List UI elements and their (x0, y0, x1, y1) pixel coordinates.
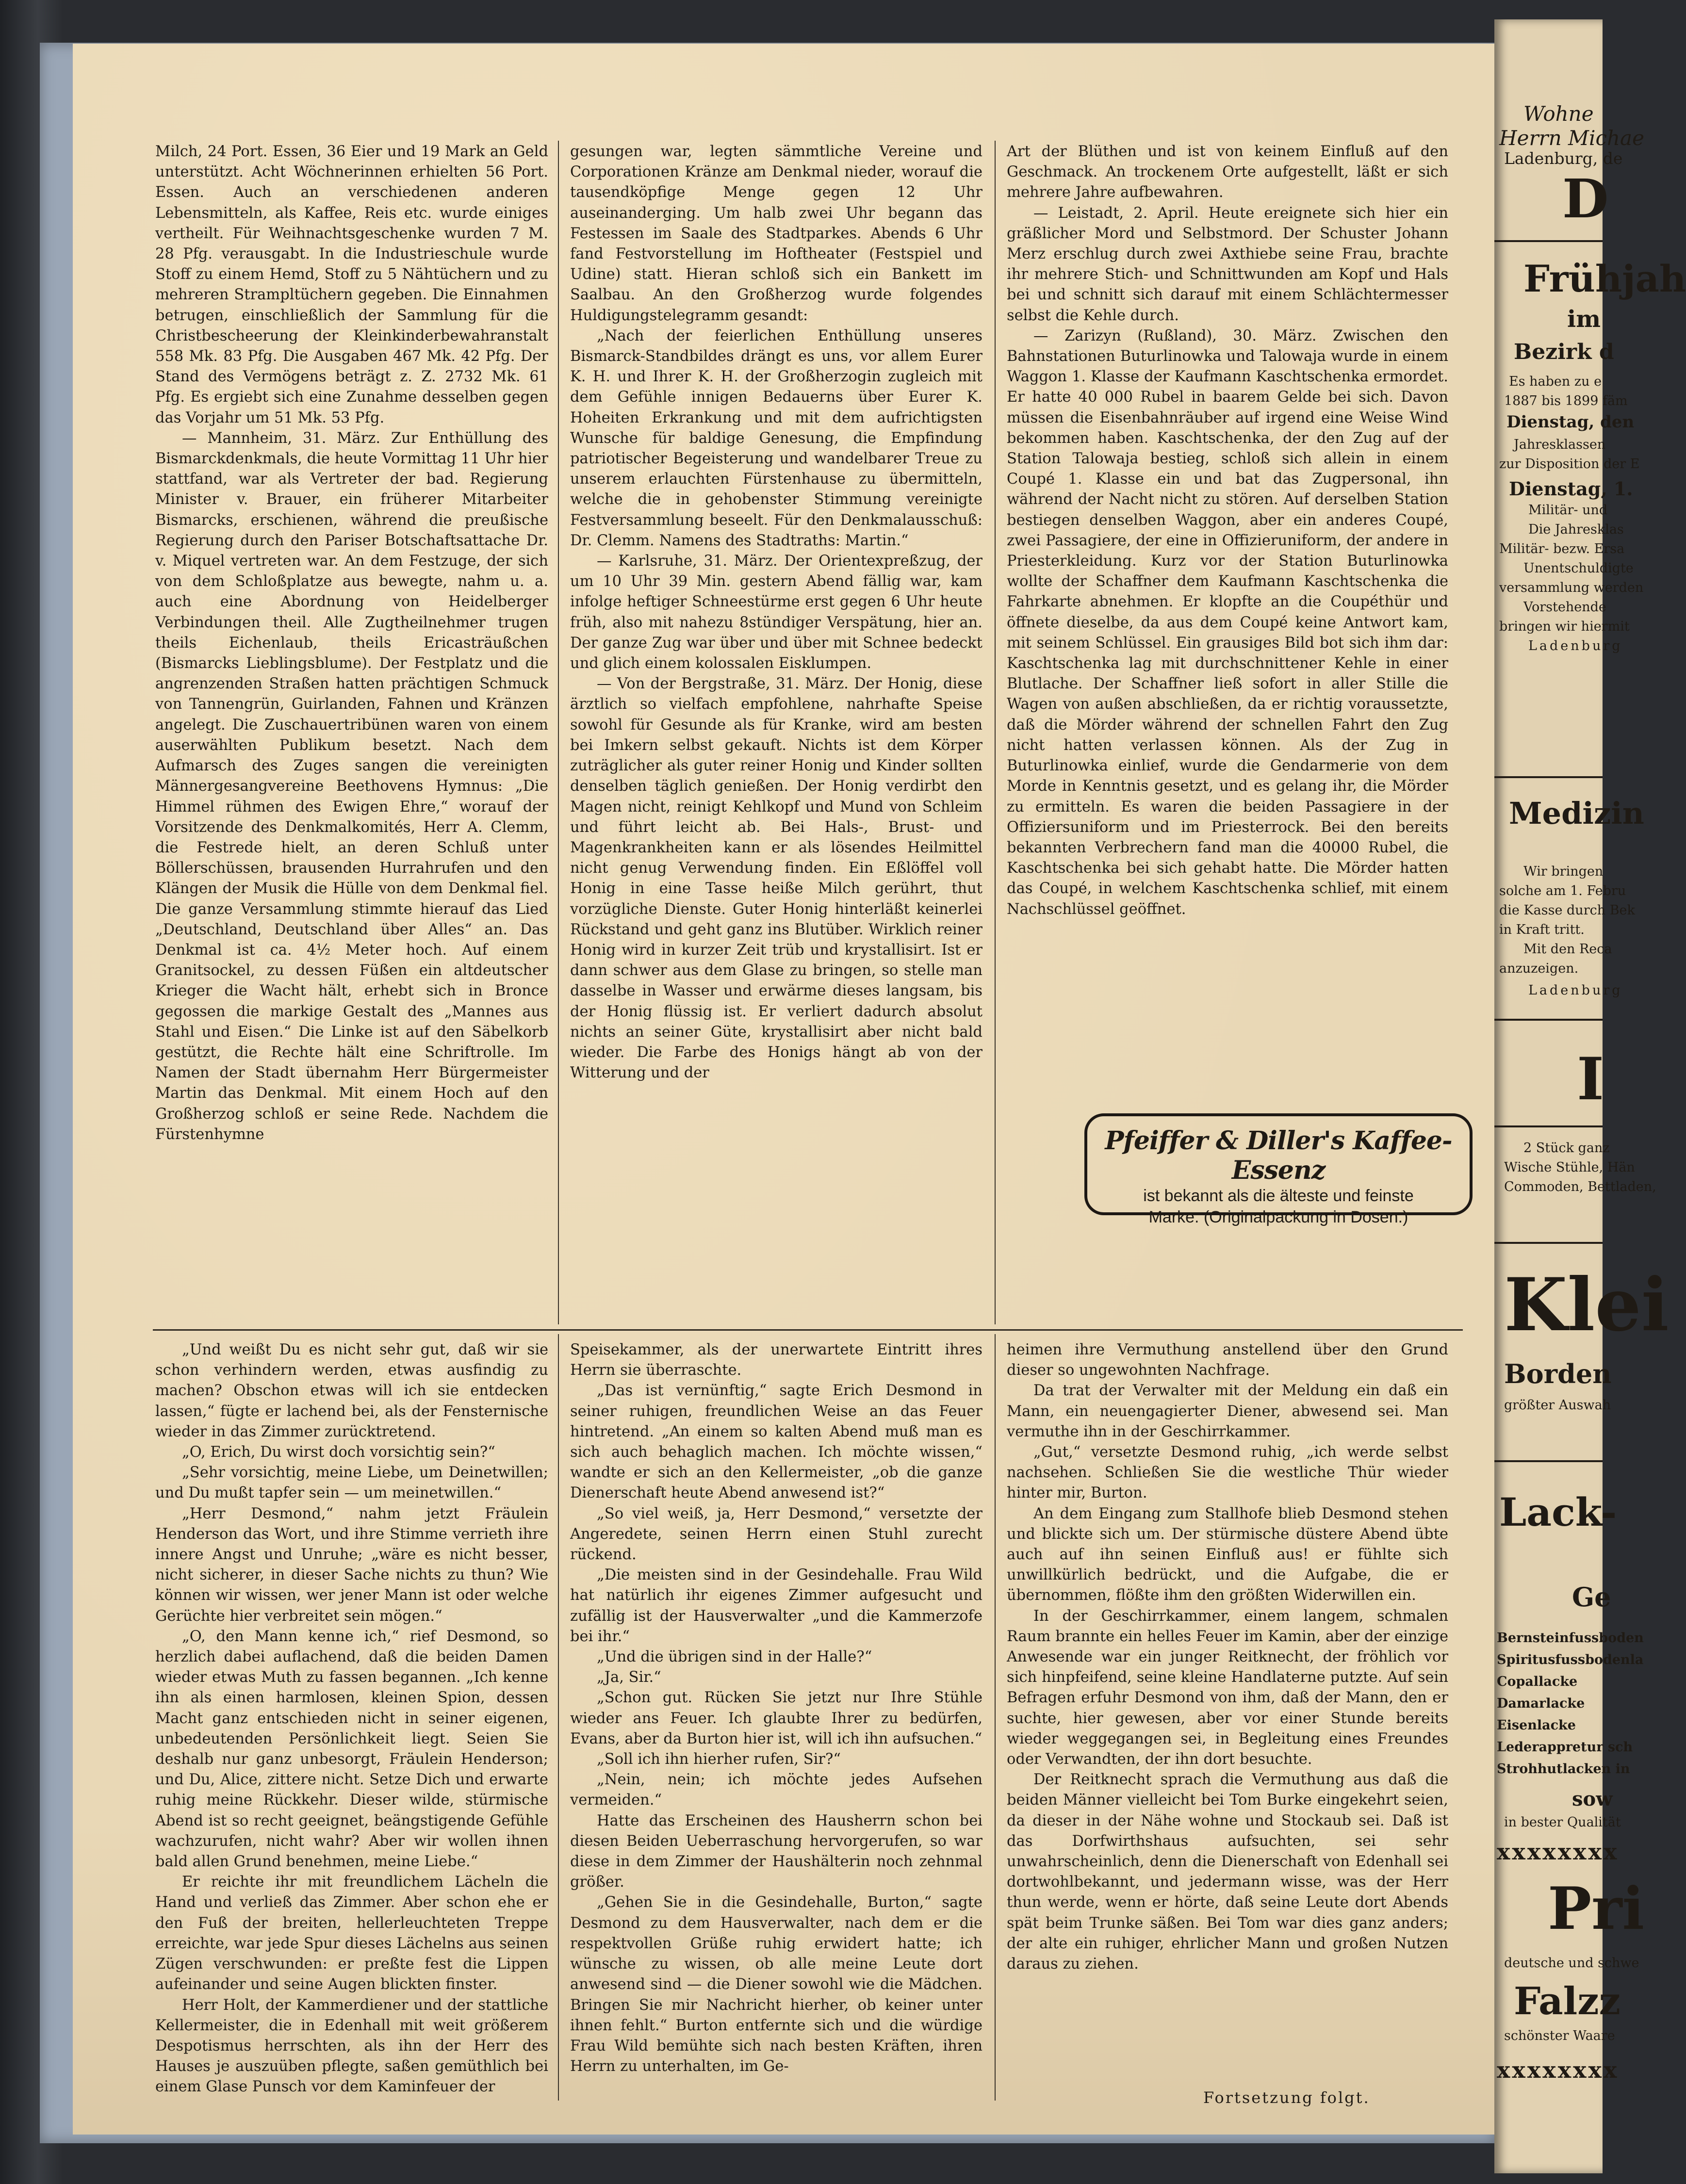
novel-paragraph: „Und die übrigen sind in der Halle?“ (597, 1648, 872, 1666)
novel-paragraph: heimen ihre Vermuthung anstellend über den Grund dieser so ungewohnten Nachfrage. (1007, 1341, 1448, 1379)
ad-fragment: 2 Stück ganz (1523, 1141, 1610, 1156)
ad-fragment: Medizin (1509, 796, 1644, 831)
ad-fragment: Falzz (1514, 1979, 1621, 2023)
ad-fragment: größter Auswah (1504, 1398, 1611, 1413)
ad-divider (1494, 1125, 1603, 1127)
article-paragraph: Milch, 24 Port. Essen, 36 Eier und 19 Mark an Geld unterstützt. Acht Wöchnerinnen erhielten 56 Port. Essen. Auch an verschiedenen anderen Lebensmitteln, als Kaffee, Reis etc. wurde einiges vertheilt. Für Weihnachtsgeschenke wurden 7 M. 28 Pfg. verausgabt. In die Industrieschule wurde Stoff zu einem Hemd, Stoff zu 5 Nähtüchern und zu mehreren Strampltüchern gegeben. Die Einnahmen betrugen, einschließlich der Sammlung für die Christbescheerung der Kleinkinderbewahranstalt 558 Mk. 83 Pfg. Die Ausgaben 467 Mk. 42 Pfg. Der Stand des Vermögens beträgt z. Z. 2732 Mk. 61 Pfg. Es ergiebt sich eine Zunahme desselben gegen das Vorjahr um 51 Mk. 53 Pfg. (155, 143, 548, 426)
ad-divider (1494, 1019, 1603, 1021)
ad-fragment: Klei (1504, 1262, 1669, 1348)
ad-fragment: Dienstag, den (1506, 412, 1635, 432)
novel-paragraph: „Soll ich ihn hierher rufen, Sir?“ (597, 1751, 841, 1768)
ad-fragment: Bernsteinfussboden (1497, 1630, 1644, 1646)
ad-fragment: Frühjah (1523, 257, 1686, 300)
article-paragraph: gesungen war, legten sämmtliche Vereine und Corporationen Kränze am Denkmal nieder, worauf die tausendköpfige Menge gegen 12 Uhr auseinanderging. Um halb zwei Uhr begann das Festessen im Saale des Stadtparkes. Abends 6 Uhr fand Festvorstellung im Hoftheater (Festspiel und Udine) statt. Hieran schloß sich ein Bankett im Saalbau. An den Großherzog wurde folgendes Huldigungstelegramm gesandt: (570, 143, 982, 324)
ad-fragment: Bezirk d (1514, 340, 1614, 364)
ad-fragment: Lederappretur sch (1497, 1740, 1633, 1755)
ad-fragment: Militär- bezw. Ersa (1499, 541, 1625, 556)
advertisement-text: ist bekannt als die älteste und feinste (1143, 1187, 1414, 1205)
middle-column-top (570, 142, 982, 1083)
ad-fragment: Dienstag, 1. (1509, 478, 1633, 500)
ad-fragment: D (1562, 167, 1609, 230)
ad-fragment: solche am 1. Febru (1499, 883, 1626, 898)
column-divider (558, 141, 559, 1324)
ad-fragment: I (1577, 1045, 1604, 1113)
ad-fragment: Militär- und (1528, 503, 1608, 518)
novel-paragraph: Herr Holt, der Kammerdiener und der stattliche Kellermeister, die in Edenhall mit weit größerem Despotismus herrschten, als ihn der Herr des Hauses je auszuüben pflegte, saßen gemüthlich bei einem Glase Punsch vor dem Kaminfeuer der (155, 1996, 548, 2096)
ad-divider (1494, 776, 1603, 778)
ad-fragment: Mit den Reca (1523, 942, 1612, 957)
article-paragraph: — Zarizyn (Rußland), 30. März. Zwischen den Bahnstationen Buturlinowka und Talowaja wurde in einem Waggon 1. Klasse der Kaufmann Kaschtschenka ermordet. Er hatte 40 000 Rubel in baarem Gelde bei sich. Davon müssen die Eisenbahnräuber auf irgend eine Weise Wind bekommen haben. Kaschtschenka, der den Zug auf der Station Talowaja bestieg, schloß sich allein in einem Coupé 1. Klasse ein und bat das Zugpersonal, ihn während der Nacht nicht zu stören. Auf derselben Station bestiegen denselben Waggon, aber ein anderes Coupé, zwei Passagiere, der eine in Offizieruniform, der andere in Priesterkleidung. Kurz vor der Station Buturlinowka wollte der Schaffner dem Kaufmann Kaschtschenka die Fahrkarte abnehmen. Er klopfte an die Coupéthür und öffnete dieselbe, da aus dem Coupé keine Antwort kam, mit seinem Schlüssel. Ein grausiges Bild bot sich ihm dar: Kaschtschenka lag mit durchschnittener Kehle in einer Blutlache. Der Schaffner ließ sofort in aller Stille die Wagen von außen abschließen, da er richtig voraussetzte, daß die Mörder während der schnellen Fahrt den Zug nicht hatten verlassen können. Als der Zug in Buturlinowka einlief, wurde die Gendarmerie von dem Morde in Kenntnis gesetzt, und es gelang ihr, die Mörder zu ermitteln. Es waren die beiden Passagiere in der Offiziersuniform und im Priesterrock. Bei den bereits bekannten Verbrechern fand man die 40000 Rubel, die Kaschtschenka bei sich gehabt hatte. Die Mörder hatten das Coupé, in welchem Kaschtschenka schlief, mit einem Nachschlüssel geöffnet. (1007, 327, 1448, 918)
novel-paragraph: Der Reitknecht sprach die Vermuthung aus daß die beiden Männer vielleicht bei Tom Burke eingekehrt seien, da dieser in der Nähe wohne und Stockaub sei. Daß ist das Dorfwirthshaus aufsuchten, sei sehr unwahrscheinlich, denn die Dienerschaft von Edenhall sei dortwohlbekannt, und jedermann wisse, was der Herr thun werde, wenn er hörte, daß seine Leute dort Abends spät beim Trunke säßen. Bei Tom war dies ganz anders; der alte ein ruhiger, ehrlicher Mann und großen Nutzen daraus zu ziehen. (1007, 1771, 1448, 1973)
article-paragraph: — Leistadt, 2. April. Heute ereignete sich hier ein gräßlicher Mord und Selbstmord. Der Schuster Johann Merz erschlug durch zwei Axthiebe seine Frau, brachte ihr mehrere Stich- und Schnittwunden am Kopf und Hals bei und schnitt sich darauf mit einem Schlächtermesser selbst die Kehle durch. (1007, 204, 1448, 324)
column-divider (995, 1334, 996, 2101)
ad-fragment: deutsche und schwe (1504, 1956, 1639, 1971)
ad-fragment: Ladenburg (1528, 638, 1623, 653)
ad-fragment: Herrn Michae (1499, 126, 1644, 150)
ad-fragment: Lack- (1499, 1489, 1617, 1535)
ad-fragment: Es haben zu e (1509, 374, 1602, 389)
left-column-top (155, 142, 548, 1145)
article-paragraph: „Nach der feierlichen Enthüllung unseres Bismarck-Standbildes drängt es uns, vor allem Eurer K. H. und Ihrer K. H. der Großherzogin zugleich mit dem Gefühle innigen Bedauerns über Eurer K. Hoheiten Erkrankung und mit dem aufrichtigsten Wunsche für baldige Genesung, die Empfindung patriotischer Begeisterung und wandelbarer Treue zu unserem erlauchten Fürstenhause zu übermitteln, welche die in gehobenster Stimmung vereinigte Festversammlung beseelt. Für den Denkmalausschuß: Dr. Clemm. Namens des Stadtraths: Martin.“ (570, 327, 982, 549)
novel-paragraph: „So viel weiß, ja, Herr Desmond,“ versetzte der Angeredete, seinen Herrn einen Stuhl zurecht rückend. (570, 1505, 982, 1564)
novel-paragraph: „Sehr vorsichtig, meine Liebe, um Deinetwillen; und Du mußt tapfer sein — um meinetwillen.“ (155, 1464, 548, 1502)
advertisement-text: Marke. (Originalpackung in Dosen.) (1148, 1208, 1408, 1226)
novel-paragraph: „Schon gut. Rücken Sie jetzt nur Ihre Stühle wieder ans Feuer. Ich glaubte Ihrer zu bedürfen, Evans, aber da Burton hier ist, will ich ihn aufsuchen.“ (570, 1689, 982, 1747)
ad-fragment: Spiritusfussbodenla (1497, 1652, 1644, 1667)
ad-fragment: Copallacke (1497, 1674, 1578, 1689)
novel-paragraph: An dem Eingang zum Stallhofe blieb Desmond stehen und blickte sich um. Der stürmische düstere Abend übte auch auf ihn seinen Einfluß aus! er fühlte sich unwillkürlich bedrückt, und die Aufgabe, die er übernommen, flößte ihm den größten Widerwillen ein. (1007, 1505, 1448, 1604)
ad-fragment: Strohhutlacken in (1497, 1761, 1630, 1777)
ad-fragment: in Kraft tritt. (1499, 922, 1585, 937)
article-paragraph: Art der Blüthen und ist von keinem Einfluß auf den Geschmack. An trockenem Orte aufgestellt, läßt er sich mehrere Jahre aufbewahren. (1007, 143, 1448, 201)
ad-fragment: im (1567, 306, 1601, 333)
right-column-bottom (1007, 1340, 1448, 1974)
ad-divider (1494, 1460, 1603, 1462)
ad-fragment: sow (1572, 1788, 1613, 1810)
novel-paragraph: Speisekammer, als der unerwartete Eintritt ihres Herrn sie überraschte. (570, 1341, 982, 1379)
ad-fragment: Ladenburg (1528, 983, 1623, 998)
ad-fragment: anzuzeigen. (1499, 961, 1579, 976)
novel-paragraph: „Die meisten sind in der Gesindehalle. Frau Wild hat natürlich ihr eigenes Zimmer aufgesucht und zufällig ist der Hausverwalter „und die Kammerzofe bei ihr.“ (570, 1566, 982, 1645)
column-divider (558, 1334, 559, 2101)
column-divider (995, 141, 996, 1324)
novel-paragraph: „O, den Mann kenne ich,“ rief Desmond, so herzlich dabei auflachend, daß die beiden Damen wieder etwas Muth zu fassen begannen. „Ich kenne ihn als einen harmlosen, kleinen Spion, dessen Macht ganz entschieden nicht in seiner eigenen, unbedeutenden Persönlichkeit liegt. Seien Sie deshalb nur ganz unbesorgt, Fräulein Henderson; und Du, Alice, zittere nicht. Setze Dich und erwarte ruhig meine Rückkehr. Dieser wilde, stürmische Abend ist so recht geeignet, beängstigende Gefühle wachzurufen, nicht wahr? Aber wir wollen ihnen bald allen Grund benehmen, meine Liebe.“ (155, 1628, 548, 1871)
novel-paragraph: „Ja, Sir.“ (597, 1669, 661, 1686)
novel-paragraph: „O, Erich, Du wirst doch vorsichtig sein?“ (182, 1444, 495, 1461)
ad-divider (1494, 240, 1603, 242)
ad-fragment: Damarlacke (1497, 1696, 1585, 1711)
ad-fragment: Commoden, Bettladen, (1504, 1179, 1656, 1194)
ad-fragment: Pri (1548, 1874, 1645, 1943)
ad-fragment: xxxxxxxx (1497, 2057, 1619, 2083)
ad-fragment: Ladenburg, de (1504, 149, 1623, 168)
ad-fragment: zur Disposition der E (1499, 456, 1640, 472)
ad-divider (1494, 1242, 1603, 1244)
ad-fragment: Eisenlacke (1497, 1718, 1576, 1733)
newspaper-page (73, 44, 1509, 2135)
ad-fragment: bringen wir hiermit (1499, 619, 1630, 634)
adjacent-page-edge (1494, 19, 1686, 2173)
novel-paragraph: „Gehen Sie in die Gesindehalle, Burton,“ sagte Desmond zu dem Hausverwalter, nach dem er die respektvollen Grüße ruhig erwidert hatte; ich wünsche zu wissen, ob alle meine Leute dort anwesend sind — die Diener sowohl wie die Mädchen. Bringen Sie mir Nachricht hierher, ob keiner unter ihnen fehlt.“ Burton entfernte sich und die würdige Frau Wild bemühte sich nach besten Kräften, ihren Herrn zu unterhalten, im Ge- (570, 1894, 982, 2075)
ad-fragment: die Kasse durch Bek (1499, 903, 1635, 918)
advertisement-brand: Pfeiffer & Diller's Kaffee-Essenz (1105, 1126, 1452, 1185)
ad-fragment: Wir bringen (1523, 864, 1604, 879)
novel-paragraph: „Gut,“ versetzte Desmond ruhig, „ich werde selbst nachsehen. Schließen Sie die westliche Thür wieder hinter mir, Burton. (1007, 1444, 1448, 1502)
novel-paragraph: „Und weißt Du es nicht sehr gut, daß wir sie schon verhindern werden, etwas ausfindig zu machen? Obschon etwas will ich sie entdecken lassen,“ fügte er lachend bei, als der Fensternische wieder in das Zimmer zurücktretend. (155, 1341, 548, 1440)
ad-fragment: in bester Qualität (1504, 1815, 1621, 1830)
ad-fragment: Borden (1504, 1358, 1612, 1389)
middle-column-bottom (570, 1340, 982, 2077)
article-paragraph: — Von der Bergstraße, 31. März. Der Honig, diese ärztlich so vielfach empfohlene, nahrhafte Speise sowohl für Gesunde als für Kranke, wird am besten bei Imkern selbst gekauft. Nichts ist dem Körper zuträglicher als guter reiner Honig und Kinder sollten denselben täglich genießen. Der Honig verdirbt den Magen nicht, reinigt Kehlkopf und Mund von Schleim und führt leicht ab. Bei Hals-, Brust- und Magenkrankheiten kann er als lösendes Heilmittel nicht genug Verwendung finden. Ein Eßlöffel voll Honig in eine Tasse heiße Milch gerührt, thut vorzügliche Dienste. Guter Honig hinterläßt keinerlei Rückstand und geht ganz ins Blutüber. Wirklich reiner Honig wird in kurzer Zeit trüb und krystallisirt. Ist er dann schwer aus dem Glase zu bringen, so stelle man dasselbe in Wasser und erwärme dieses langsam, bis der Honig flüssig ist. Er verliert dadurch absolut nichts an seiner Güte, krystallisirt aber nicht bald wieder. Die Farbe des Honigs hängt ab von der Witterung und der (570, 675, 982, 1082)
novel-paragraph: Da trat der Verwalter mit der Meldung ein daß ein Mann, ein neuengagierter Diener, abwesend sei. Man vermuthe ihn in der Geschirrkammer. (1007, 1382, 1448, 1440)
novel-paragraph: Er reichte ihr mit freundlichem Lächeln die Hand und verließ das Zimmer. Aber schon ehe er den Fuß der breiten, hellerleuchteten Treppe erreichte, war jede Spur dieses Lächelns aus seinen Zügen verschwunden: er preßte fest die Lippen aufeinander und seine Augen blickten finster. (155, 1874, 548, 1993)
article-paragraph: — Karlsruhe, 31. März. Der Orientexpreßzug, der um 10 Uhr 39 Min. gestern Abend fällig war, kam infolge heftiger Schneestürme erst gegen 6 Uhr heute früh, also mit nahezu 8stündiger Verspätung, hier an. Der ganze Zug war über und über mit Schnee bedeckt und glich einem kolossalen Eisklumpen. (570, 553, 982, 672)
novel-paragraph: Hatte das Erscheinen des Hausherrn schon bei diesen Beiden Ueberraschung hervorgerufen, so war diese in dem Zimmer der Haushälterin noch zehnmal größer. (570, 1812, 982, 1891)
continued-notice: Fortsetzung folgt. (1203, 2088, 1370, 2107)
ad-fragment: schönster Waare (1504, 2028, 1615, 2043)
ad-fragment: Wohne (1523, 102, 1594, 126)
ad-fragment: Vorstehende (1523, 600, 1606, 615)
novel-paragraph: „Herr Desmond,“ nahm jetzt Fräulein Henderson das Wort, und ihre Stimme verrieth ihre innere Angst und Unruhe; „wäre es nicht besser, nicht sicherer, in dieser Sache nichts zu thun? Wie können wir wissen, wer jener Mann ist oder welche Gerüchte hier verbreitet sein mögen.“ (155, 1505, 548, 1625)
left-column-bottom (155, 1340, 548, 2098)
ad-fragment: 1887 bis 1899 fäm (1504, 393, 1628, 408)
ad-fragment: Jahresklassen (1514, 437, 1606, 452)
section-divider (153, 1329, 1463, 1331)
novel-paragraph: „Das ist vernünftig,“ sagte Erich Desmond in seiner ruhigen, freundlichen Weise an das Feuer hintretend. „An einem so kalten Abend muß man es sich auch behaglich machen. Ich möchte wissen,“ wandte er sich an den Kellermeister, „ob die ganze Dienerschaft heute Abend anwesend ist?“ (570, 1382, 982, 1502)
ad-fragment: Unentschuldigte (1523, 561, 1634, 576)
ad-fragment: versammlung werden (1499, 580, 1644, 595)
ad-fragment: Ge (1572, 1581, 1611, 1613)
ad-fragment: Wische Stühle, Hän (1504, 1160, 1635, 1175)
article-paragraph: — Mannheim, 31. März. Zur Enthüllung des Bismarckdenkmals, die heute Vormittag 11 Uhr hier stattfand, war als Vertreter der bad. Regierung Minister v. Brauer, ein früherer Mitarbeiter Bismarcks, erschienen, während die preußische Regierung durch den Pariser Botschaftsattache Dr. v. Miquel vertreten war. An dem Festzuge, der sich von dem Schloßplatze aus bewegte, nahm u. a. auch eine Abordnung von Heidelberger Verbindungen theil. Alle Zugtheilnehmer trugen theils Eichenlaub, theils Ericasträußchen (Bismarcks Lieblingsblume). Der Festplatz und die angrenzenden Straßen hatten prächtigen Schmuck von Tannengrün, Guirlanden, Fahnen und Kränzen angelegt. Die Zuschauertribünen waren von einem auserwählten Publikum besetzt. Nach dem Aufmarsch des Zuges sangen die vereinigten Männergesangvereine Beethovens Hymnus: „Die Himmel rühmen des Ewigen Ehre,“ worauf der Vorsitzende des Denkmalkomités, Herr A. Clemm, die Festrede hielt, an deren Schluß unter Böllerschüssen, brausenden Hurrahrufen und den Klängen der Musik die Hülle von dem Denkmal fiel. Die ganze Versammlung stimmte hierauf das Lied „Deutschland, Deutschland über Alles“ an. Das Denkmal ist ca. 4½ Meter hoch. Auf einem Granitsockel, zu dessen Füßen ein altdeutscher Krieger die Wacht hält, erhebt sich in Bronce gegossen die markige Gestalt des „Mannes aus Stahl und Eisen.“ Die Linke ist auf den Säbelkorb gestützt, die Rechte hält eine Schriftrolle. Im Namen der Stadt übernahm Herr Bürgermeister Martin das Denkmal. Mit einem Hoch auf den Großherzog schloß er seine Rede. Nachdem die Fürstenhymne (155, 429, 548, 1143)
novel-paragraph: In der Geschirrkammer, einem langem, schmalen Raum brannte ein helles Feuer im Kamin, aber der einzige Anwesende war ein junger Reitknecht, der fröhlich vor sich hinpfeifend, seine kleine Handlaterne putzte. Auf sein Befragen erfuhr Desmond von ihm, daß der Mann, den er suchte, hier gewesen, aber vor einer Stunde bereits wieder weggegangen sei, in Begleitung eines Freundes oder Verwandten, der ihn dort besuchte. (1007, 1607, 1448, 1768)
ad-fragment: Die Jahresklas (1528, 522, 1624, 537)
ad-fragment: xxxxxxxx (1497, 1839, 1619, 1865)
right-column-top (1007, 142, 1448, 920)
coffee-essence-advertisement (1084, 1113, 1473, 1226)
novel-paragraph: „Nein, nein; ich möchte jedes Aufsehen vermeiden.“ (570, 1771, 982, 1809)
